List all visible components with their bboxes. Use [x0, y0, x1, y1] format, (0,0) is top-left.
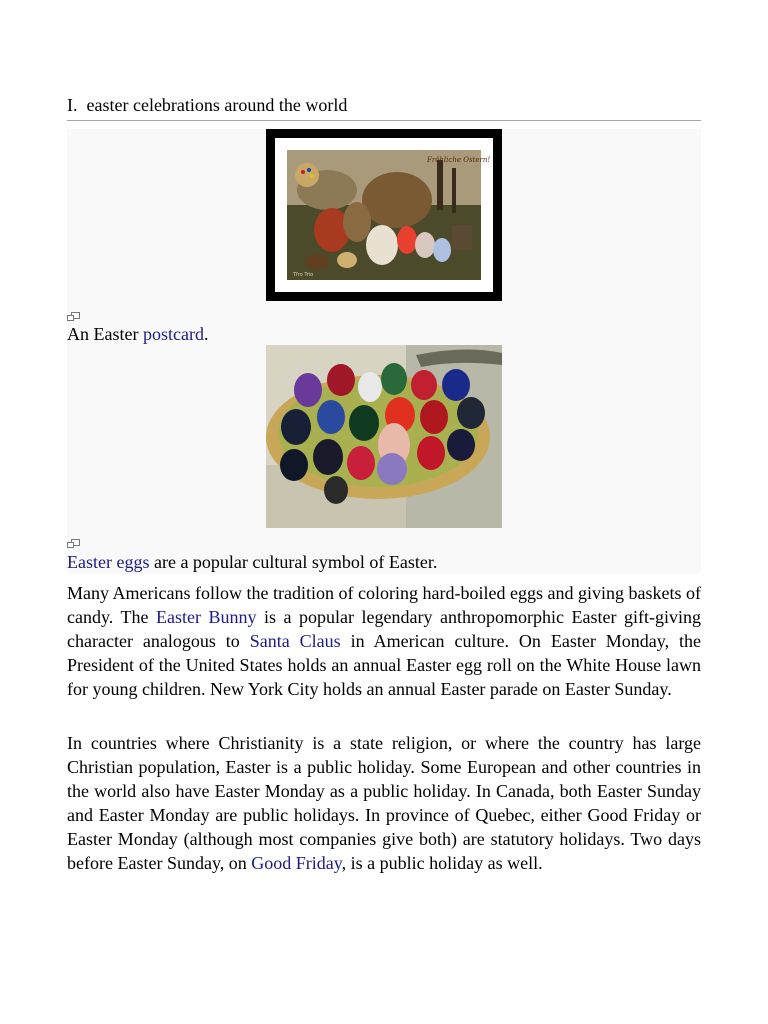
svg-text:Tfro Trio: Tfro Trio — [293, 272, 314, 278]
section-title: easter celebrations around the world — [86, 95, 348, 115]
postcard-mat — [275, 138, 493, 292]
postcard-illustration — [287, 150, 491, 280]
enlarge-icon[interactable] — [67, 312, 80, 322]
postcard-caption: An Easter postcard. — [67, 324, 209, 344]
enlarge-icon[interactable] — [67, 539, 80, 549]
image-gallery — [67, 129, 701, 574]
easter-eggs-link[interactable]: Easter eggs — [67, 552, 150, 572]
good-friday-link[interactable]: Good Friday — [251, 853, 342, 873]
santa-claus-link[interactable]: Santa Claus — [249, 631, 341, 651]
postcard-link[interactable]: postcard — [142, 324, 204, 344]
easter-postcard-image[interactable] — [266, 129, 502, 301]
section-number: I. — [67, 95, 78, 115]
heading-divider — [67, 120, 701, 121]
paragraph-public-holiday: In countries where Christianity is a state religion, or where the country has large Christian population, Easter is a public holiday. Some European and other countries in the world also have Easter Monday as a public holiday. In Canada, both Easter Sunday and Easter Monday are public holidays. In province of Quebec, either Good Friday or Easter Monday (although most companies give both) are statutory holidays. Two days before Easter Sunday, on Good Friday, is a public holiday as well. — [67, 733, 701, 873]
easter-eggs-image[interactable] — [266, 345, 502, 528]
paragraph-americans: Many Americans follow the tradition of coloring hard-boiled eggs and giving baskets of candy. The Easter Bunny is a popular legendary anthropomorphic Easter gift-giving character analogous to Santa Claus in American culture. On Easter Monday, the President of the United States holds an annual Easter egg roll on the White House lawn for young children. New York City holds an annual Easter parade on Easter Sunday. — [67, 583, 702, 699]
easter-bunny-link[interactable]: Easter Bunny — [156, 607, 257, 627]
eggs-caption: Easter eggs are a popular cultural symbol of Easter. — [67, 552, 438, 572]
svg-text:Fröhliche Ostern!: Fröhliche Ostern! — [427, 156, 491, 164]
section-heading — [67, 94, 701, 116]
